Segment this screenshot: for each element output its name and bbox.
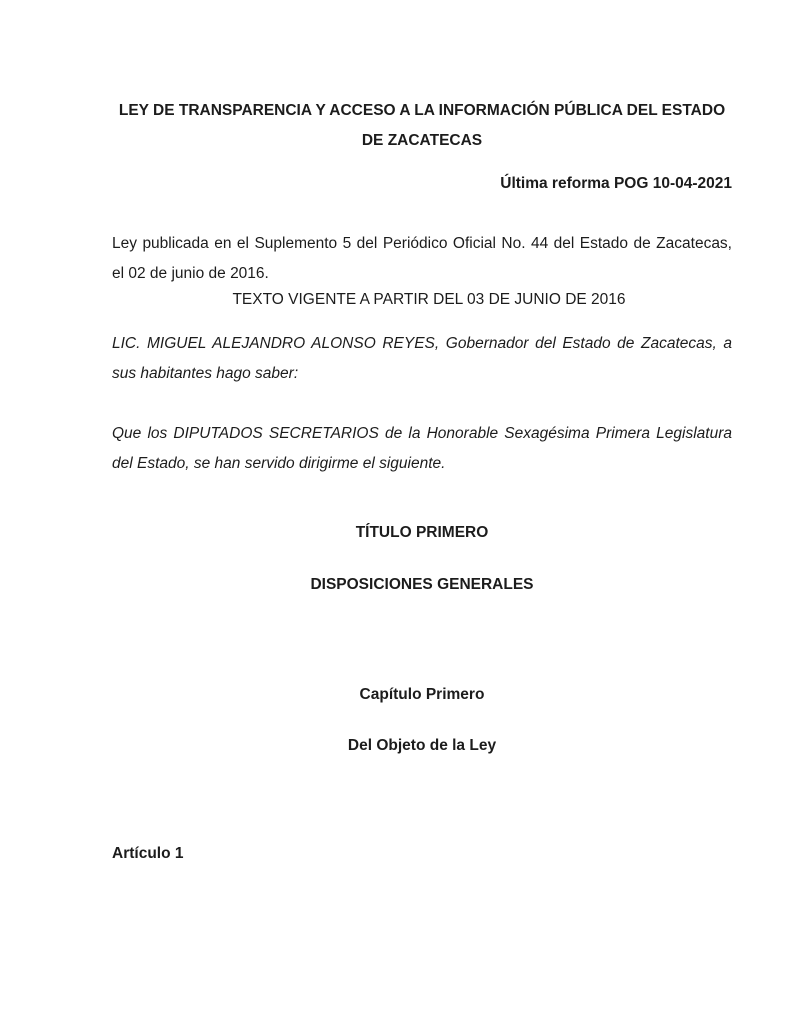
heading-articulo-1: Artículo 1: [112, 845, 184, 862]
document-title-line2: DE ZACATECAS: [361, 132, 483, 149]
last-reform-note: Última reforma POG 10-04-2021: [500, 175, 732, 192]
document-title-line1: LEY DE TRANSPARENCIA Y ACCESO A LA INFORMACIÓN PÚBLICA DEL ESTADO: [118, 102, 726, 119]
heading-titulo-primero: TÍTULO PRIMERO: [355, 524, 489, 541]
legislature-statement: Que los DIPUTADOS SECRETARIOS de la Honorable Sexagésima Primera Legislatura del Estado, se han servido dirigirme el siguiente.: [112, 425, 732, 472]
governor-statement: LIC. MIGUEL ALEJANDRO ALONSO REYES, Gobernador del Estado de Zacatecas, a sus habitantes hago saber:: [112, 335, 732, 382]
heading-disposiciones-generales: DISPOSICIONES GENERALES: [310, 576, 534, 593]
document-title: [112, 96, 732, 156]
heading-capitulo-primero: Capítulo Primero: [359, 686, 485, 703]
publication-paragraph: Ley publicada en el Suplemento 5 del Periódico Oficial No. 44 del Estado de Zacatecas, el 02 de junio de 2016.: [112, 235, 732, 282]
effective-date-line: TEXTO VIGENTE A PARTIR DEL 03 DE JUNIO DE 2016: [232, 291, 626, 308]
heading-del-objeto-de-la-ley: Del Objeto de la Ley: [347, 737, 497, 754]
